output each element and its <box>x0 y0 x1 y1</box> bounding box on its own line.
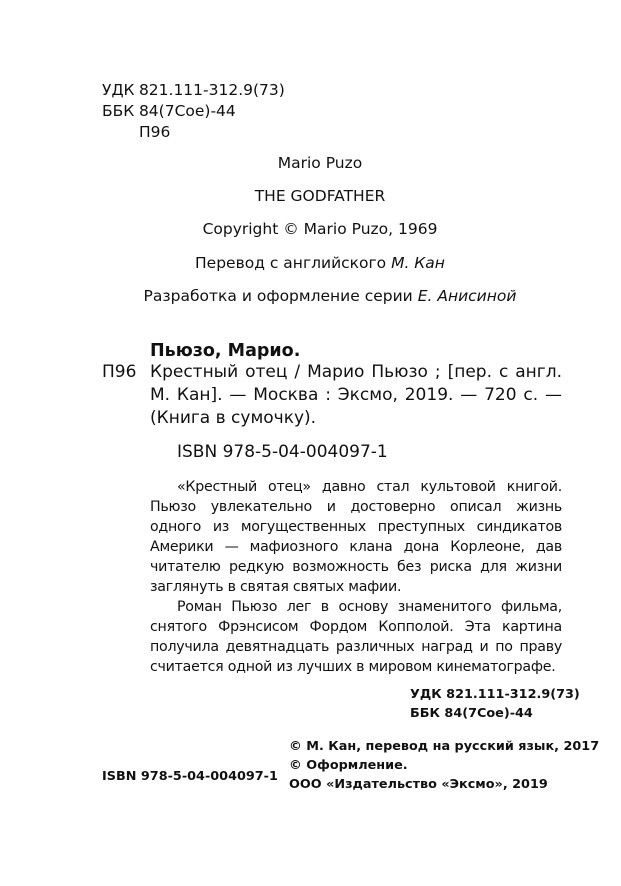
udk-key: УДК <box>102 81 135 99</box>
udk-value: 821.111-312.9(73) <box>138 81 285 99</box>
series-design-label: Разработка и оформление серии <box>143 287 413 305</box>
copyright-block <box>289 737 599 794</box>
copyright-publisher: ООО «Издательство «Эксмо», 2019 <box>289 777 548 792</box>
isbn-footer: ISBN 978-5-04-004097-1 <box>102 769 278 784</box>
designer-name: Е. Анисиной <box>417 287 517 305</box>
translation-line <box>150 254 490 272</box>
bbk-line <box>102 101 285 122</box>
annotation <box>150 477 562 677</box>
copyright-line: Copyright © Mario Puzo, 1969 <box>202 220 438 238</box>
footer-udk: УДК 821.111-312.9(73) <box>410 687 580 702</box>
author-heading: Пьюзо, Марио. <box>150 341 301 361</box>
author-mark: П96 <box>138 123 171 141</box>
isbn-main: ISBN 978-5-04-004097-1 <box>177 442 388 462</box>
copyright-translation: © М. Кан, перевод на русский язык, 2017 <box>289 739 600 754</box>
original-title: THE GODFATHER <box>254 187 386 205</box>
author-mark-line <box>102 122 285 143</box>
original-author: Mario Puzo <box>277 154 363 172</box>
classification-codes <box>102 80 285 143</box>
bibliographic-description: Крестный отец / Марио Пьюзо ; [пер. с англ. М. Кан]. — Москва : Эксмо, 2019. — 720 с. — (Книга в сумочку). <box>150 362 562 428</box>
bbk-key: ББК <box>102 102 135 120</box>
copyright-design: © Оформление. <box>289 758 408 773</box>
translation-label: Перевод с английского <box>195 254 387 272</box>
udk-line <box>102 80 285 101</box>
bbk-value: 84(7Сое)-44 <box>138 102 236 120</box>
footer-codes <box>410 685 580 723</box>
translator-name: М. Кан <box>391 254 445 272</box>
annotation-paragraph-1: «Крестный отец» давно стал культовой книгой. Пьюзо увлекательно и достоверно описал жизнь одного из могущественных преступных синдикатов Америки — мафиозного клана дона Корлеоне, дав читателю редкую возможность без риска для жизни заглянуть в святая святых мафии. <box>150 479 562 595</box>
footer-bbk: ББК 84(7Сое)-44 <box>410 706 533 721</box>
annotation-paragraph-2: Роман Пьюзо лег в основу знаменитого фильма, снятого Фрэнсисом Фордом Копполой. Эта картина получила девятнадцать различных наград и по праву считается одной из лучших в мировом кинематографе. <box>150 599 562 675</box>
biblio-author-mark: П96 <box>102 362 137 382</box>
series-design-line <box>130 287 530 305</box>
